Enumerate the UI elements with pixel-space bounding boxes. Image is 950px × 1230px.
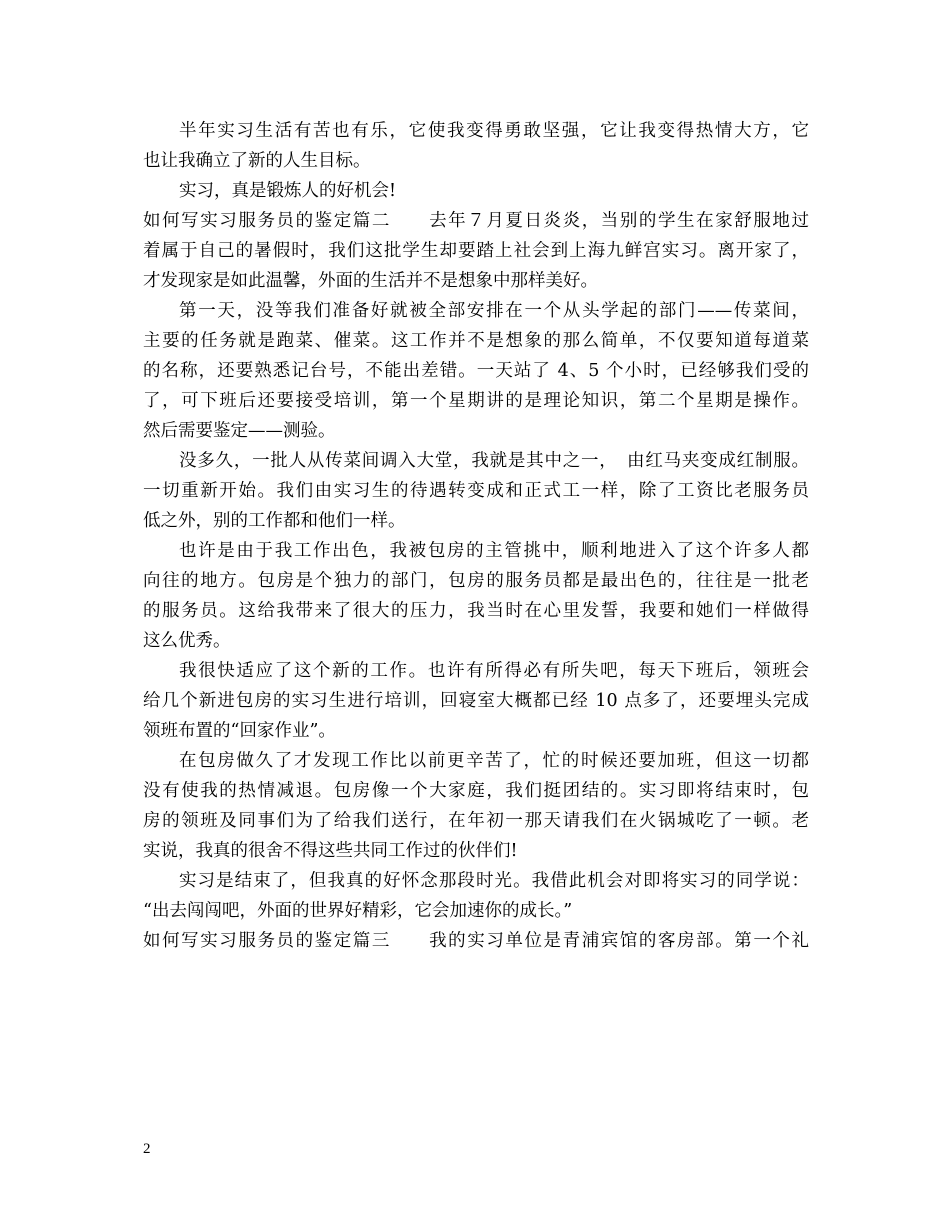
text-line: 房的领班及同事们为了给我们送行，在年初一那天请我们在火锅城吃了一顿。老 xyxy=(143,811,809,831)
text-line: 一切重新开始。我们由实习生的待遇转变成和正式工一样，除了工资比老服务员 xyxy=(143,481,809,501)
text-line: 没有使我的热情减退。包房像一个大家庭，我们挺团结的。实习即将结束时，包 xyxy=(143,781,809,801)
text-line: 第一天，没等我们准备好就被全部安排在一个从头学起的部门——传菜间， xyxy=(179,301,809,321)
text-line: 给几个新进包房的实习生进行培训，回寝室大概都已经 10 点多了，还要埋头完成 xyxy=(143,691,809,711)
text-line: 才发现家是如此温馨，外面的生活并不是想象中那样美好。 xyxy=(143,271,598,291)
text-line: 的名称，还要熟悉记台号，不能出差错。一天站了 4、5 个小时，已经够我们受的 xyxy=(143,361,809,381)
text-line: 也许是由于我工作出色，我被包房的主管挑中，顺利地进入了这个许多人都 xyxy=(179,541,809,561)
page-number: 2 xyxy=(143,1141,151,1157)
text-line: 了，可下班后还要接受培训，第一个星期讲的是理论知识，第二个星期是操作。 xyxy=(143,391,809,411)
text-line: 实说，我真的很舍不得这些共同工作过的伙伴们! xyxy=(143,841,518,861)
text-line: 向往的地方。包房是个独力的部门，包房的服务员都是最出色的，往往是一批老 xyxy=(143,571,809,591)
text-line: 的服务员。这给我带来了很大的压力，我当时在心里发誓，我要和她们一样做得 xyxy=(143,601,809,621)
text-line: 实习，真是锻炼人的好机会! xyxy=(179,181,397,201)
text-line: 在包房做久了才发现工作比以前更辛苦了，忙的时候还要加班，但这一切都 xyxy=(179,751,809,771)
body-text xyxy=(143,116,809,956)
text-line: 也让我确立了新的人生目标。 xyxy=(143,151,371,171)
text-line: 低之外，别的工作都和他们一样。 xyxy=(143,511,406,531)
text-line: 主要的任务就是跑菜、催菜。这工作并不是想象的那么简单，不仅要知道每道菜 xyxy=(143,331,809,351)
text-line: 没多久，一批人从传菜间调入大堂，我就是其中之一， 由红马夹变成红制服。 xyxy=(179,451,809,471)
text-line: 我很快适应了这个新的工作。也许有所得必有所失吧，每天下班后，领班会 xyxy=(179,661,809,681)
text-line: 实习是结束了，但我真的好怀念那段时光。我借此机会对即将实习的同学说： xyxy=(179,871,809,891)
text-line: 半年实习生活有苦也有乐，它使我变得勇敢坚强，它让我变得热情大方，它 xyxy=(179,121,809,141)
text-line: 如何写实习服务员的鉴定篇二 去年７月夏日炎炎，当别的学生在家舒服地过 xyxy=(143,211,809,231)
text-line: 领班布置的“回家作业”。 xyxy=(143,721,336,741)
text-line: 这么优秀。 xyxy=(143,631,231,651)
text-line: 着属于自己的暑假时，我们这批学生却要踏上社会到上海九鲜宫实习。离开家了， xyxy=(143,241,809,261)
text-line: 如何写实习服务员的鉴定篇三 我的实习单位是青浦宾馆的客房部。第一个礼 xyxy=(143,931,809,951)
text-line: “出去闯闯吧，外面的世界好精彩，它会加速你的成长。” xyxy=(143,901,573,921)
text-line: 然后需要鉴定——测验。 xyxy=(143,421,336,441)
